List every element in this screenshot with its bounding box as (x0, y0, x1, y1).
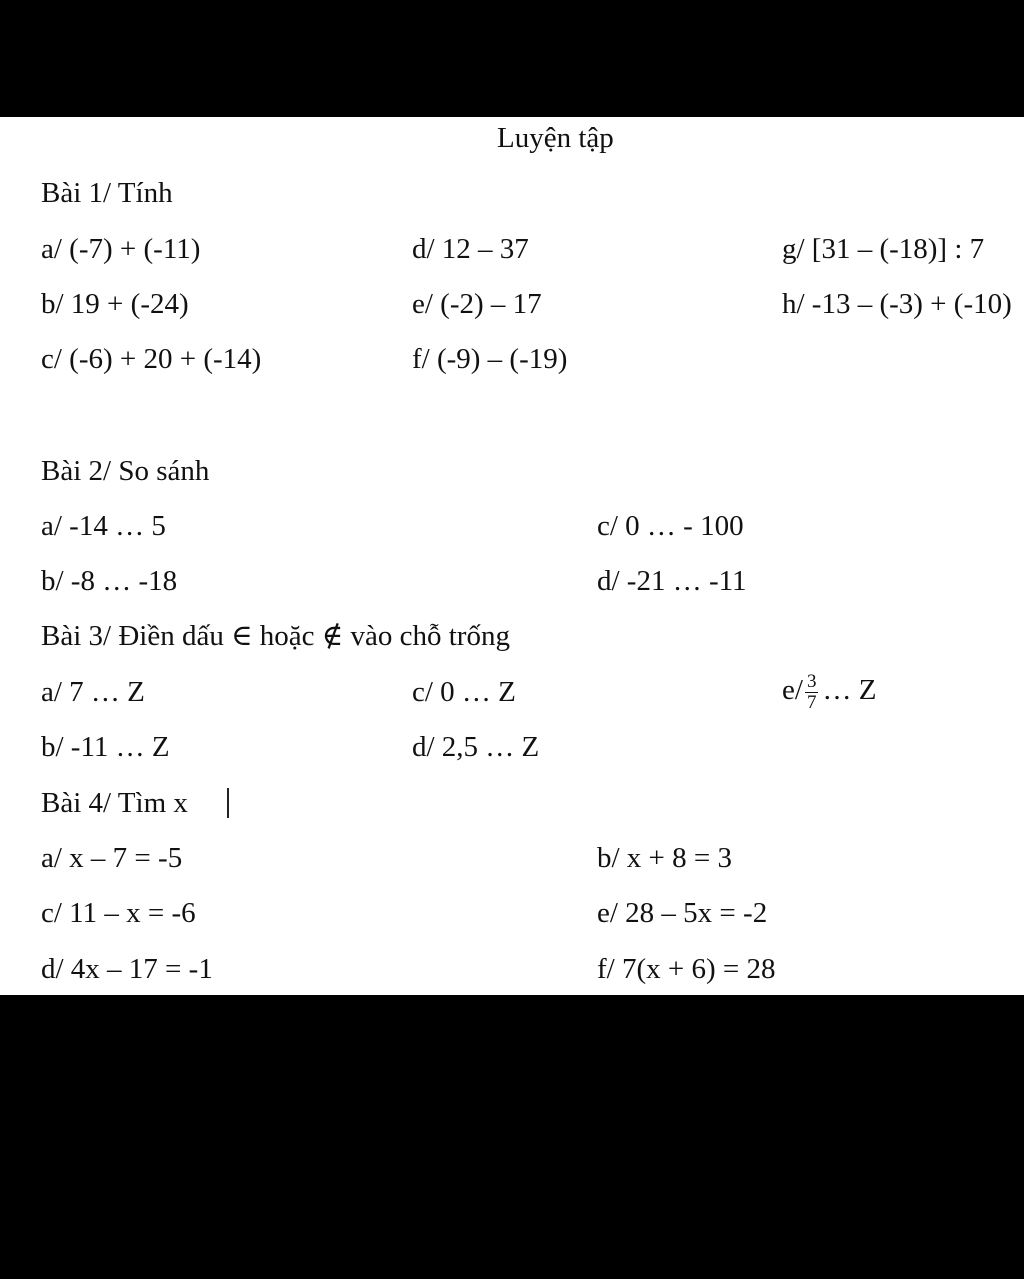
exercise-3-item-e-prefix: e/ (782, 674, 803, 707)
exercise-2-item-d: d/ -21 … -11 (597, 565, 747, 597)
exercise-4-item-d: d/ 4x – 17 = -1 (41, 953, 213, 985)
page-title: Luyện tập (497, 122, 614, 154)
exercise-3-item-a: a/ 7 … Z (41, 676, 145, 708)
exercise-4-item-a: a/ x – 7 = -5 (41, 842, 183, 874)
exercise-4-item-b: b/ x + 8 = 3 (597, 842, 733, 874)
exercise-2-item-c: c/ 0 … - 100 (597, 510, 744, 542)
fraction-denominator: 7 (806, 691, 817, 713)
exercise-1-item-d: d/ 12 – 37 (412, 233, 529, 265)
exercise-1-item-c: c/ (-6) + 20 + (-14) (41, 343, 262, 375)
fraction-numerator: 3 (806, 671, 817, 692)
exercise-4-heading: Bài 4/ Tìm x (41, 787, 188, 819)
exercise-1-item-g: g/ [31 – (-18)] : 7 (782, 233, 985, 265)
fraction (805, 672, 819, 713)
exercise-3-item-e (782, 672, 876, 713)
exercise-1-item-h: h/ -13 – (-3) + (-10) (782, 288, 1012, 320)
exercise-1-item-e: e/ (-2) – 17 (412, 288, 542, 320)
exercise-1-item-a: a/ (-7) + (-11) (41, 233, 201, 265)
exercise-1-item-b: b/ 19 + (-24) (41, 288, 189, 320)
exercise-2-heading: Bài 2/ So sánh (41, 455, 210, 487)
exercise-2-item-a: a/ -14 … 5 (41, 510, 166, 542)
exercise-4-item-c: c/ 11 – x = -6 (41, 897, 196, 929)
exercise-4-item-e: e/ 28 – 5x = -2 (597, 897, 768, 929)
exercise-3-heading: Bài 3/ Điền dấu ∈ hoặc ∉ vào chỗ trống (41, 620, 510, 652)
exercise-3-item-d: d/ 2,5 … Z (412, 731, 540, 763)
exercise-2-item-b: b/ -8 … -18 (41, 565, 178, 597)
exercise-3-item-c: c/ 0 … Z (412, 676, 516, 708)
document-page (0, 117, 1024, 995)
exercise-3-item-b: b/ -11 … Z (41, 731, 170, 763)
exercise-3-item-e-suffix: … Z (822, 674, 877, 707)
exercise-1-heading: Bài 1/ Tính (41, 177, 173, 209)
text-cursor (227, 788, 229, 818)
exercise-4-item-f: f/ 7(x + 6) = 28 (597, 953, 776, 985)
exercise-1-item-f: f/ (-9) – (-19) (412, 343, 568, 375)
